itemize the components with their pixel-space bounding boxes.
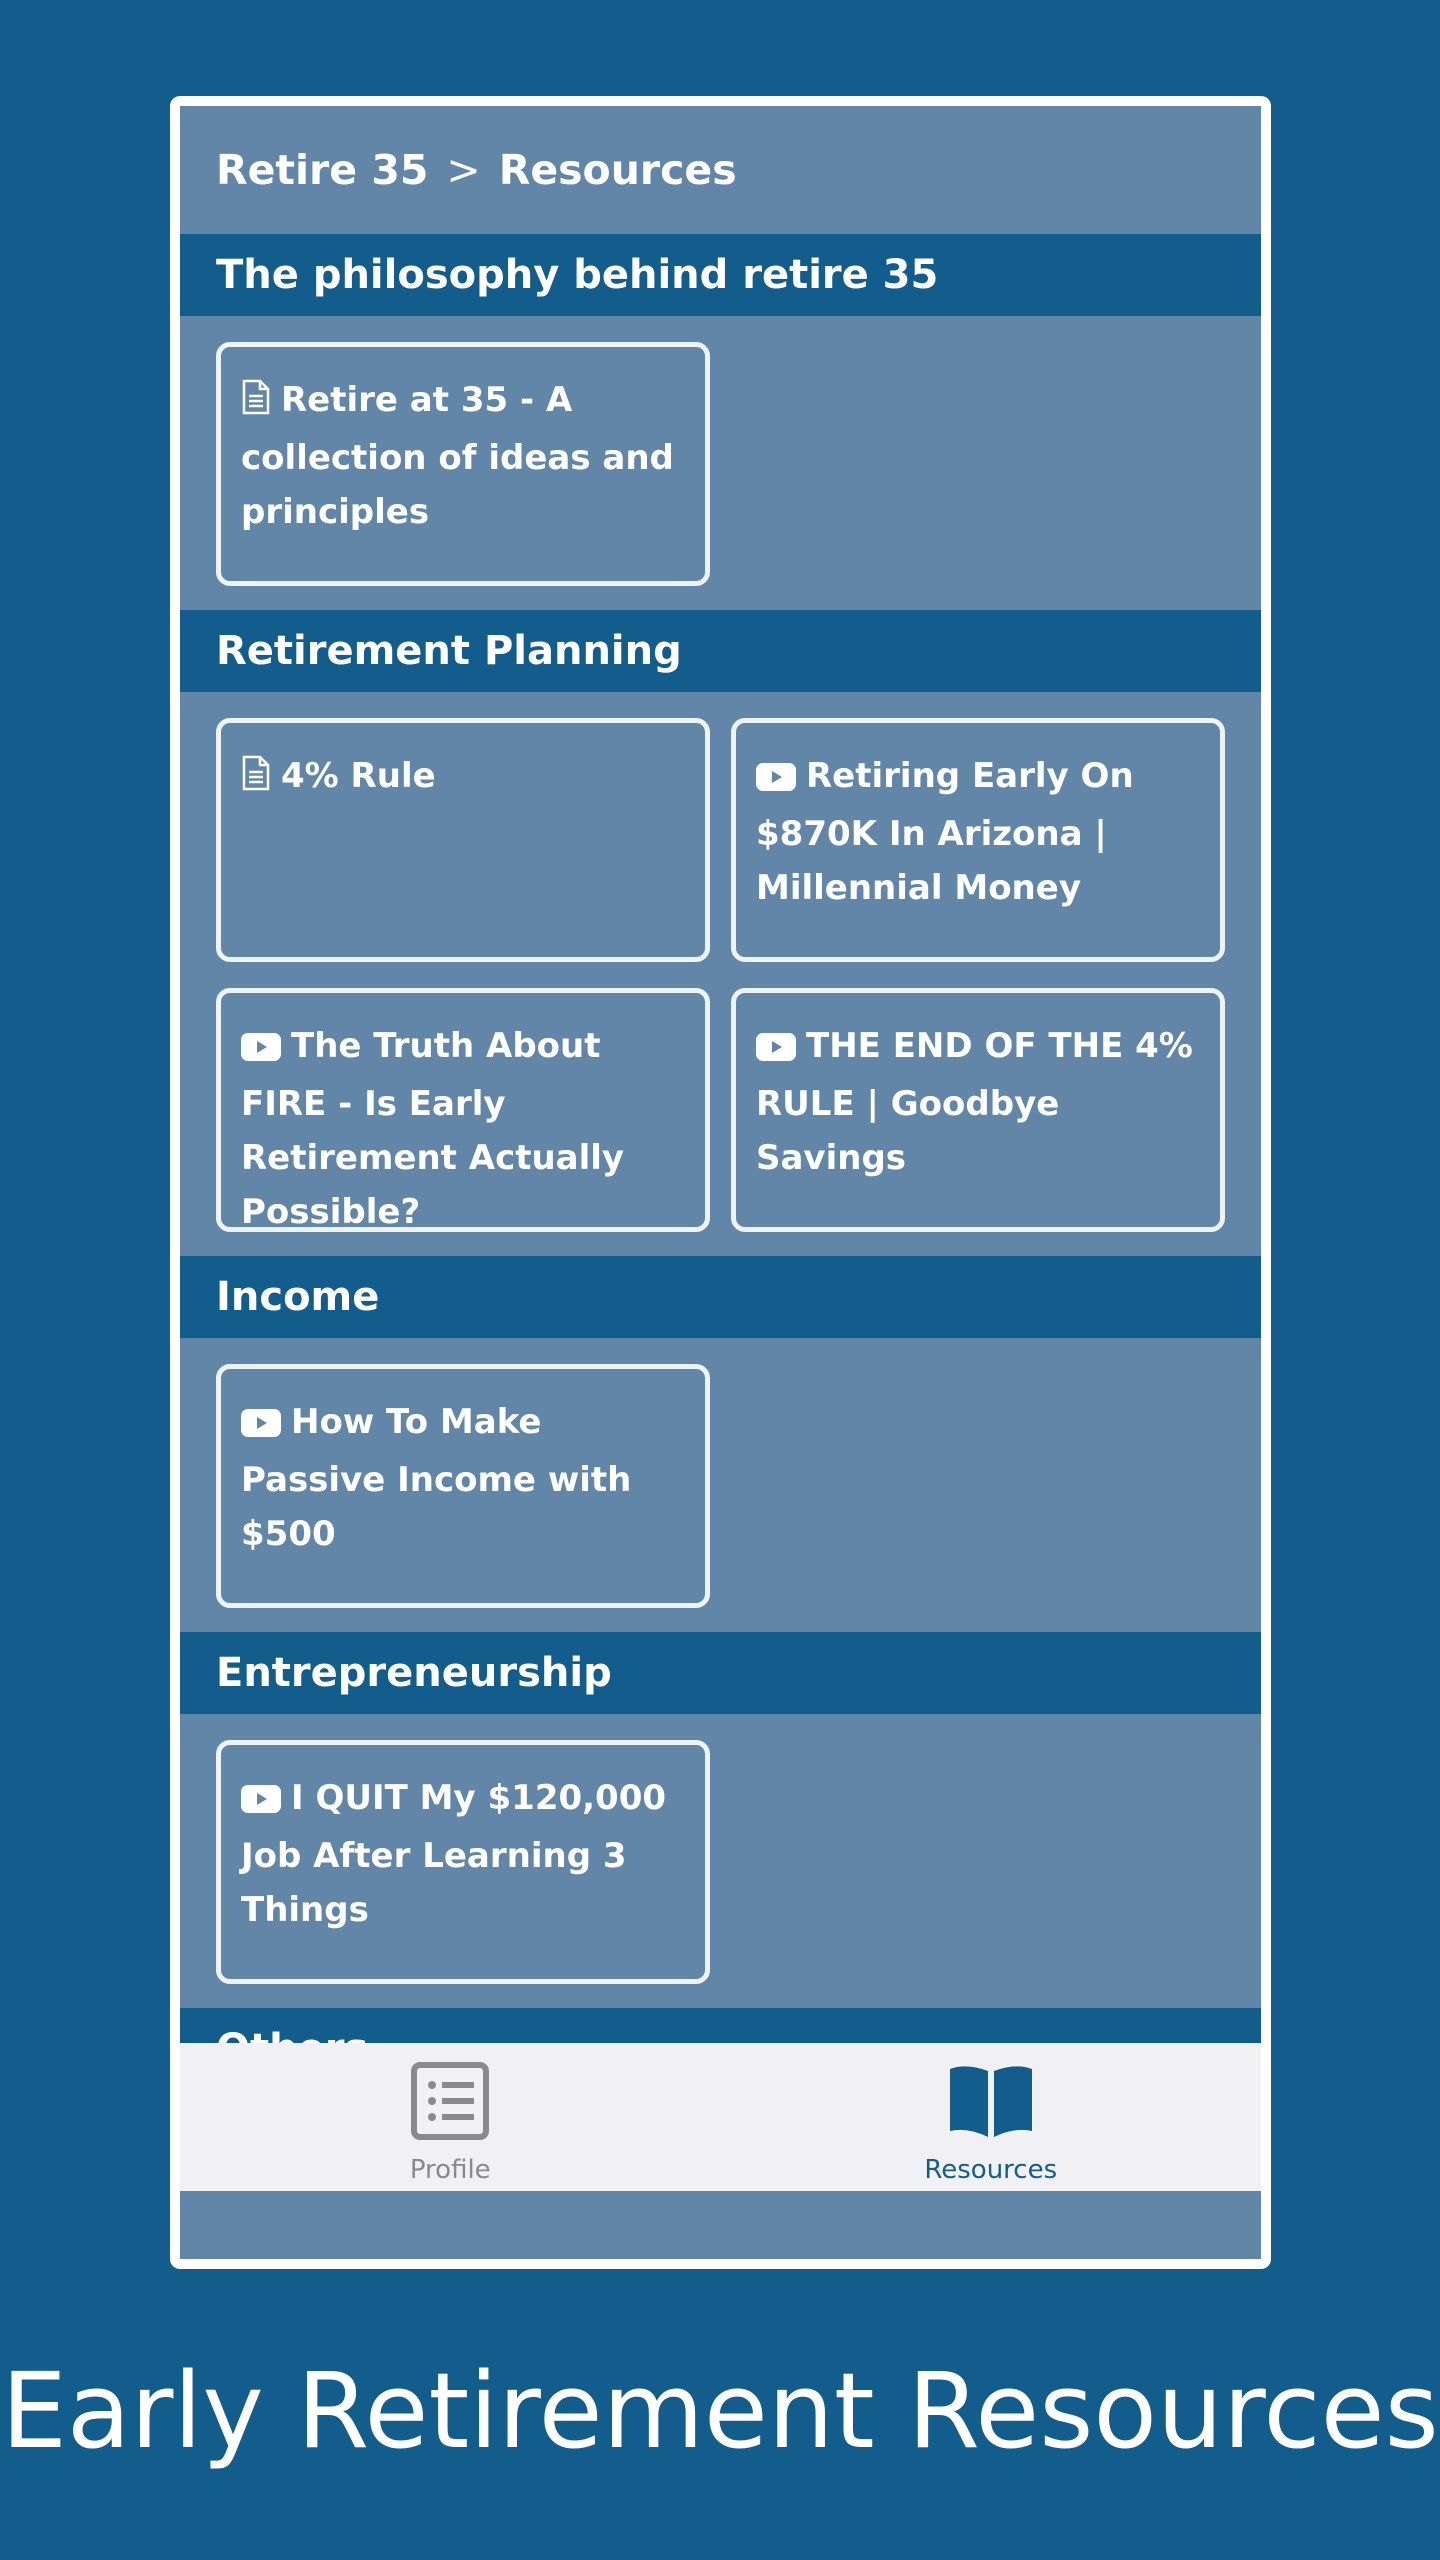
breadcrumb [180,106,1261,234]
list-icon [410,2061,490,2145]
resource-card-label: Retiring Early On $870K In Arizona | Millennial Money [756,756,1134,908]
resource-card-video[interactable] [731,988,1225,1232]
youtube-icon [241,1399,281,1453]
resource-card-label: How To Make Passive Income with $500 [241,1402,632,1554]
tab-resources-label: Resources [924,2155,1058,2185]
breadcrumb-root[interactable]: Retire 35 [216,146,429,194]
resource-card-video[interactable] [216,1740,710,1984]
document-icon [241,753,271,807]
section-title-income: Income [180,1256,1261,1338]
promo-caption: Early Retirement Resources [1,2350,1439,2472]
phone-frame [170,96,1271,2269]
youtube-icon [241,1775,281,1829]
app-screen [180,106,1261,2259]
resource-card-video[interactable] [216,1364,710,1608]
section-cards-entrepreneurship [180,1714,1261,2008]
resource-card-document[interactable] [216,342,710,586]
resource-card-label: The Truth About FIRE - Is Early Retirement Actually Possible? [241,1026,625,1232]
section-cards-income [180,1338,1261,1632]
breadcrumb-current: Resources [498,146,737,194]
section-title-philosophy: The philosophy behind retire 35 [180,234,1261,316]
bottom-tab-bar [180,2043,1261,2191]
resource-card-label: Retire at 35 - A collection of ideas and principles [241,380,674,532]
tab-resources[interactable] [721,2043,1262,2191]
tab-profile[interactable] [180,2043,721,2191]
book-icon [946,2061,1036,2145]
section-title-retirement-planning: Retirement Planning [180,610,1261,692]
section-title-entrepreneurship: Entrepreneurship [180,1632,1261,1714]
resource-card-video[interactable] [731,718,1225,962]
resource-card-video[interactable] [216,988,710,1232]
resource-card-label: I QUIT My $120,000 Job After Learning 3 Things [241,1778,667,1930]
youtube-icon [756,1023,796,1077]
tab-profile-label: Profile [409,2155,491,2185]
resource-card-document[interactable] [216,718,710,962]
youtube-icon [756,753,796,807]
resource-card-label: 4% Rule [281,756,436,796]
resource-card-label: THE END OF THE 4% RULE | Goodbye Savings [756,1026,1193,1178]
section-cards-philosophy [180,316,1261,610]
section-cards-retirement-planning [180,692,1261,1256]
youtube-icon [241,1023,281,1077]
document-icon [241,377,271,431]
breadcrumb-separator: > [446,146,481,194]
